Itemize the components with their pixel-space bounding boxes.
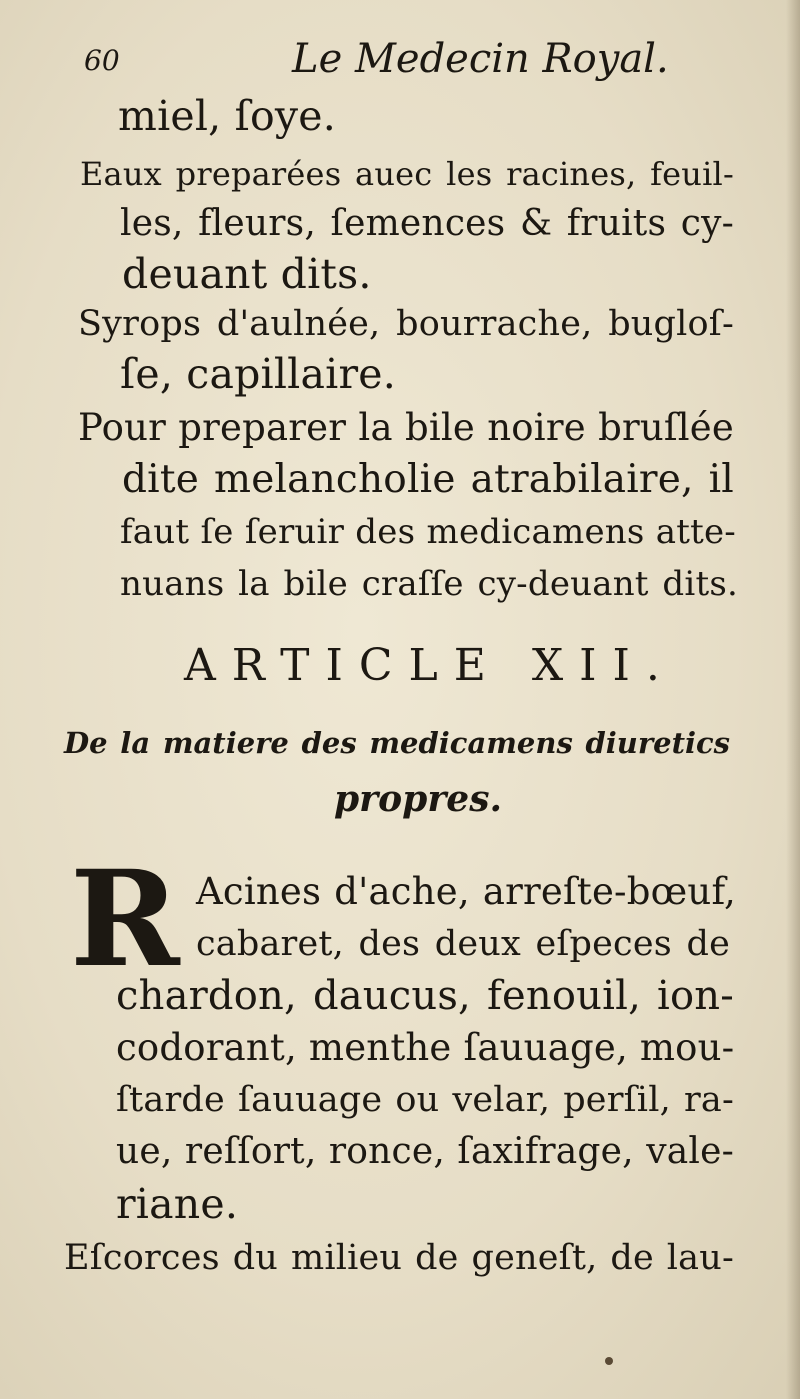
text-line: dite melancholie atrabilaire, il — [122, 457, 734, 502]
text-line: cabaret, des deux eſpeces de — [196, 924, 730, 964]
article-heading: ARTICLE XII. — [184, 640, 676, 691]
drop-cap-letter: R — [70, 842, 180, 997]
text-line: miel, ſoye. — [118, 92, 336, 140]
text-line: Eſcorces du milieu de geneſt, de lau- — [64, 1238, 734, 1278]
running-title: Le Medecin Royal. — [292, 36, 669, 82]
text-line: chardon, daucus, fenouil, ion- — [116, 973, 734, 1019]
text-line: ſe, capillaire. — [120, 350, 396, 398]
text-line: riane. — [116, 1180, 239, 1228]
text-line: deuant dits. — [122, 250, 372, 298]
text-line: Eaux preparées auec les racines, feuil- — [80, 155, 734, 193]
text-line: ue, reſſort, ronce, ſaxifrage, vale- — [116, 1131, 734, 1172]
article-subtitle-line-2: propres. — [334, 778, 502, 820]
text-line: nuans la bile craſſe cy-deuant dits. — [120, 564, 738, 604]
page-edge-shadow — [786, 0, 800, 1399]
text-line: Pour preparer la bile noire bruſlée — [78, 406, 734, 449]
text-line: Syrops d'aulnée, bourrache, bugloſ- — [78, 304, 734, 344]
text-line: ſtarde ſauuage ou velar, perſil, ra- — [116, 1080, 734, 1120]
page-number: 60 — [84, 44, 120, 77]
ink-smudge — [605, 1357, 613, 1365]
text-line: Acines d'ache, arreſte-bœuf, — [196, 870, 736, 913]
text-line: codorant, menthe ſauuage, mou- — [116, 1026, 735, 1069]
text-line: faut ſe ſeruir des medicamens atte- — [120, 512, 736, 552]
text-line: les, fleurs, ſemences & fruits cy- — [120, 203, 734, 244]
article-subtitle-line-1: De la matiere des medicamens diuretics — [64, 726, 730, 760]
